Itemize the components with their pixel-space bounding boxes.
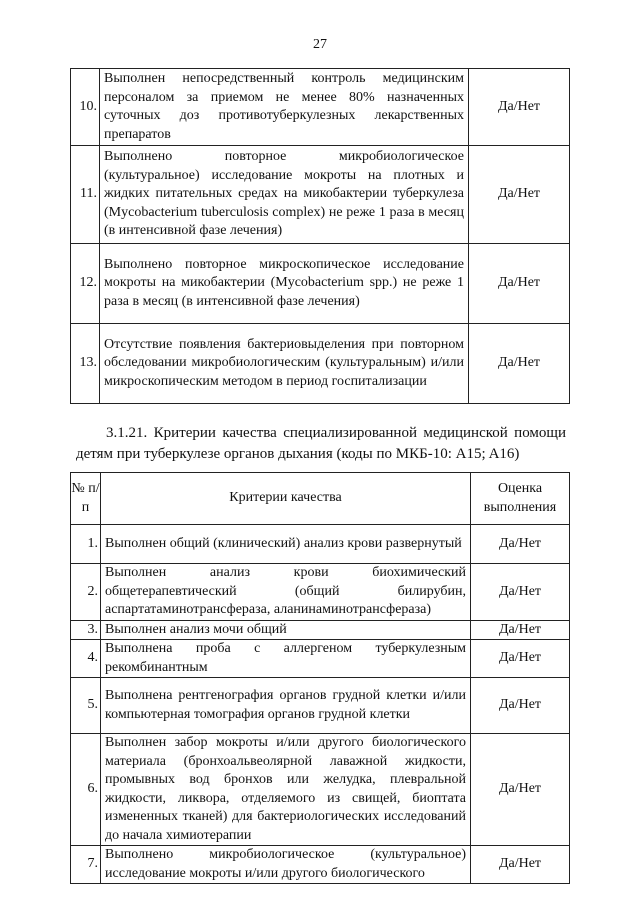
- table-row: [71, 734, 570, 846]
- evaluation-cell: Да/Нет: [469, 69, 570, 146]
- table-row: [71, 640, 570, 678]
- criterion-text: Выполнен анализ мочи общий: [101, 620, 471, 640]
- row-number: 1.: [71, 525, 101, 564]
- table-row: [71, 846, 570, 884]
- criterion-text: Выполнена проба с аллергеном туберкулезным рекомбинантным: [101, 640, 471, 678]
- criterion-text: Выполнен общий (клинический) анализ крови развернутый: [101, 525, 471, 564]
- evaluation-cell: Да/Нет: [471, 678, 570, 734]
- evaluation-cell: Да/Нет: [471, 734, 570, 846]
- evaluation-cell: Да/Нет: [469, 146, 570, 244]
- criteria-table-continued: [70, 68, 570, 404]
- row-number: 3.: [71, 620, 101, 640]
- criterion-text: Выполнен непосредственный контроль медицинским персоналом за приемом не менее 80% назначенных суточных доз противотуберкулезных лекарственных препаратов: [100, 69, 469, 146]
- evaluation-cell: Да/Нет: [469, 244, 570, 324]
- row-number: 4.: [71, 640, 101, 678]
- row-number: 12.: [71, 244, 100, 324]
- header-criterion: Критерии качества: [101, 473, 471, 525]
- criterion-text: Выполнено микробиологическое (культуральное) исследование мокроты и/или другого биологического: [101, 846, 471, 884]
- row-number: 11.: [71, 146, 100, 244]
- row-number: 7.: [71, 846, 101, 884]
- table-row: [71, 678, 570, 734]
- criterion-text: Выполнено повторное микроскопическое исследование мокроты на микобактерии (Mycobacterium spp.) не реже 1 раза в месяц (в интенсивной фазе лечения): [100, 244, 469, 324]
- row-number: 2.: [71, 564, 101, 621]
- table-row: [71, 146, 570, 244]
- criterion-text: Выполнен анализ крови биохимический общетерапевтический (общий билирубин, аспартатаминотрансфераза, аланинаминотрансфераза): [101, 564, 471, 621]
- evaluation-cell: Да/Нет: [469, 324, 570, 404]
- evaluation-cell: Да/Нет: [471, 640, 570, 678]
- header-evaluation: Оценка выполнения: [471, 473, 570, 525]
- table-row: [71, 324, 570, 404]
- header-number: № п/п: [71, 473, 101, 525]
- criterion-text: Выполнен забор мокроты и/или другого биологического материала (бронхоальвеолярной лаважной жидкости, промывных вод бронхов или желудка, плевральной жидкости, ликвора, отделяемого из свищей, биоптата измененных тканей) для бактериологических исследований до начала химиотерапии: [101, 734, 471, 846]
- page-number: 27: [313, 37, 327, 52]
- row-number: 13.: [71, 324, 100, 404]
- table-row: [71, 69, 570, 146]
- evaluation-cell: Да/Нет: [471, 525, 570, 564]
- evaluation-cell: Да/Нет: [471, 564, 570, 621]
- row-number: 5.: [71, 678, 101, 734]
- table-header-row: [71, 473, 570, 525]
- criterion-text: Выполнена рентгенография органов грудной клетки и/или компьютерная томография органов грудной клетки: [101, 678, 471, 734]
- criteria-table: [70, 472, 570, 884]
- section-title: 3.1.21. Критерии качества специализированной медицинской помощи детям при туберкулезе органов дыхания (коды по МКБ-10: A15; A16): [76, 425, 566, 462]
- row-number: 10.: [71, 69, 100, 146]
- evaluation-cell: Да/Нет: [471, 620, 570, 640]
- table-row: [71, 564, 570, 621]
- table-row: [71, 244, 570, 324]
- row-number: 6.: [71, 734, 101, 846]
- criterion-text: Выполнено повторное микробиологическое (культуральное) исследование мокроты на плотных и жидких питательных средах на микобактерии туберкулеза (Mycobacterium tuberculosis complex) не реже 1 раза в месяц (в интенсивной фазе лечения): [100, 146, 469, 244]
- table-row: [71, 525, 570, 564]
- evaluation-cell: Да/Нет: [471, 846, 570, 884]
- criterion-text: Отсутствие появления бактериовыделения при повторном обследовании микробиологическим (культуральным) и/или микроскопическим методом в период госпитализации: [100, 324, 469, 404]
- table-row: [71, 620, 570, 640]
